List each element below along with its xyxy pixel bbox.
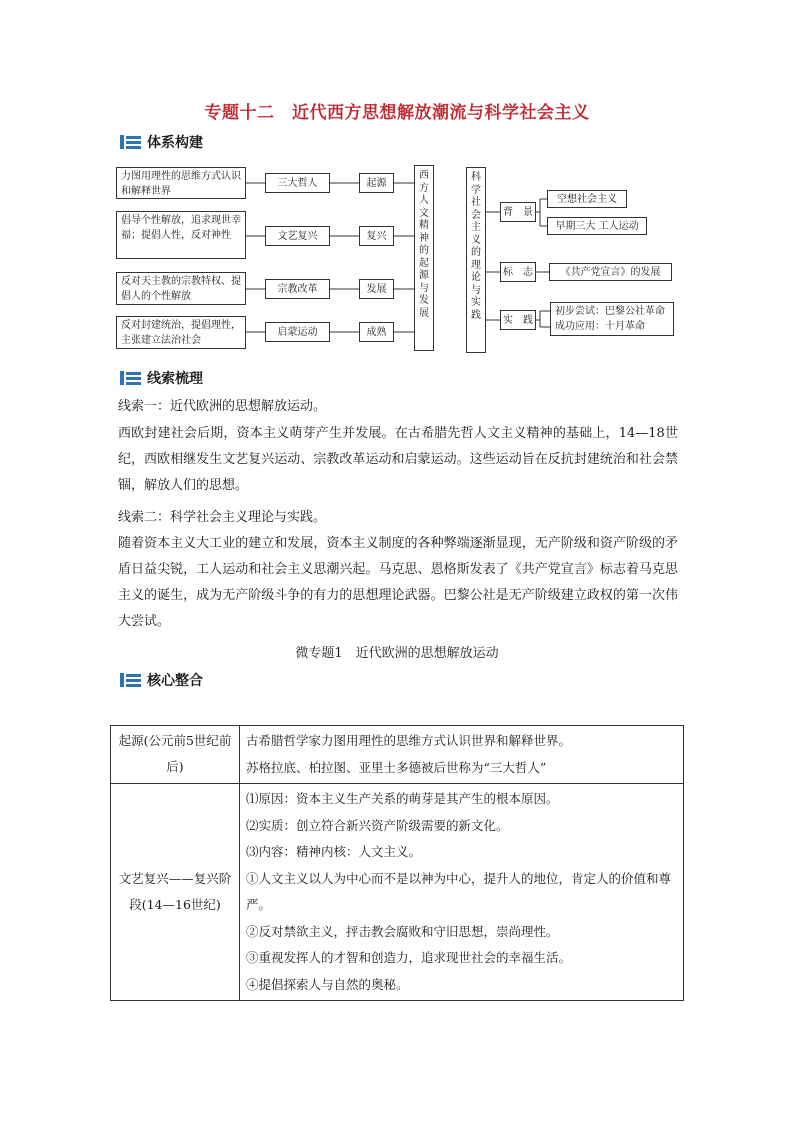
- table-line: 苏格拉底、柏拉图、亚里士多德被后世称为“三大哲人”: [246, 759, 547, 775]
- diagram-practice-box: [550, 302, 674, 336]
- diagram-desc-1: 力图用理性的思维方式认识和解释世界: [116, 167, 246, 199]
- diagram-practice-item-1: 初步尝试：巴黎公社革命: [555, 306, 665, 317]
- diagram-sign-item: 《共产党宣言》的发展: [549, 263, 672, 281]
- table-line: ③重视发挥人的才智和创造力，追求现世社会的幸福生活。: [246, 950, 572, 965]
- table-cell-origin-label: 起源(公元前5世纪前后): [111, 726, 240, 784]
- table-row: [111, 784, 684, 1001]
- diagram-movement-1: 三大哲人: [265, 173, 330, 193]
- section-bars-icon: [120, 371, 141, 385]
- section-core-label: 核心整合: [147, 673, 203, 689]
- table-line: 古希腊哲学家力图用理性的思维方式认识世界和解释世界。: [246, 733, 572, 748]
- table-row: [111, 726, 684, 784]
- diagram-background-item-2: 早期三大 工人运动: [547, 217, 647, 235]
- table-line: ②反对禁欲主义，抨击教会腐败和守旧思想，崇尚理性。: [246, 923, 559, 939]
- section-bars-icon: [120, 673, 141, 687]
- diagram-stage-1: 起源: [359, 173, 394, 193]
- table-cell-renaissance-label: 文艺复兴——复兴阶段(14—16世纪): [111, 784, 240, 1001]
- diagram-label-practice: 实 践: [500, 310, 536, 330]
- table-cell-origin-content: [240, 726, 684, 784]
- diagram-movement-3: 宗教改革: [265, 279, 330, 299]
- core-table: [110, 725, 684, 1001]
- clue-2-text: 随着资本主义大工业的建立和发展，资本主义制度的各种弊端逐渐显现，无产阶级和资产阶级的矛盾日益尖锐，工人运动和社会主义思潮兴起。马克思、恩格斯发表了《共产党宣言》标志着马克思主义的诞生，成为无产阶级斗争的有力的思想理论武器。巴黎公社是无产阶级建立政权的第一次伟大尝试。: [118, 536, 678, 629]
- section-core-heading: [120, 670, 203, 690]
- section-clues-label: 线索梳理: [147, 371, 203, 387]
- diagram-left-vertical: 西 方 人 文 精 神 的 起 源 与 发 展: [414, 165, 434, 351]
- clue-2-title: 线索二：科学社会主义理论与实践。: [118, 510, 327, 525]
- diagram-movement-2: 文艺复兴: [265, 226, 330, 246]
- clue-1-title: 线索一：近代欧洲的思想解放运动。: [118, 399, 327, 414]
- table-cell-renaissance-content: [240, 784, 684, 1001]
- diagram-practice-item-2: 成功应用：十月革命: [555, 321, 645, 332]
- table-line: ①人文主义以人为中心而不是以神为中心，提升人的地位，肯定人的价值和尊严。: [246, 870, 672, 912]
- table-line: ⑵实质：创立符合新兴资产阶级需要的新文化。: [246, 817, 509, 833]
- section-structure-label: 体系构建: [147, 135, 203, 151]
- diagram-background-item-1: 空想社会主义: [547, 190, 627, 208]
- table-line: ⑴原因：资本主义生产关系的萌芽是其产生的根本原因。: [246, 791, 559, 806]
- diagram-movement-4: 启蒙运动: [265, 322, 330, 342]
- diagram-label-sign: 标 志: [500, 262, 536, 282]
- section-clues-heading: [120, 368, 203, 388]
- diagram-right-vertical: 科 学 社 会 主 义 的 理 论 与 实 践: [466, 167, 486, 353]
- diagram-desc-3: 反对天主教的宗教特权、提倡人的个性解放: [116, 272, 246, 305]
- diagram-stage-4: 成熟: [359, 322, 394, 342]
- subtopic-title: 微专题1 近代欧洲的思想解放运动: [295, 646, 499, 661]
- diagram-label-background: 背 景: [500, 202, 536, 222]
- diagram-desc-4: 反对封建统治，提倡理性，主张建立法治社会: [116, 316, 246, 349]
- diagram-desc-2: 倡导个性解放，追求现世幸福；提倡人性，反对神性: [116, 211, 246, 259]
- table-line: ④提倡探索人与自然的奥秘。: [246, 976, 409, 992]
- diagram-stage-2: 复兴: [359, 226, 394, 246]
- page-title: 专题十二 近代西方思想解放潮流与科学社会主义: [204, 103, 590, 123]
- table-line: ⑶内容：精神内核：人文主义。: [246, 844, 422, 859]
- diagram-stage-3: 发展: [359, 279, 394, 299]
- clue-1-text: 西欧封建社会后期，资本主义萌芽产生并发展。在古希腊先哲人文主义精神的基础上，14—18世纪，西欧相继发生文艺复兴运动、宗教改革运动和启蒙运动。这些运动旨在反抗封建统治和社会禁锢，解放人们的思想。: [118, 426, 678, 493]
